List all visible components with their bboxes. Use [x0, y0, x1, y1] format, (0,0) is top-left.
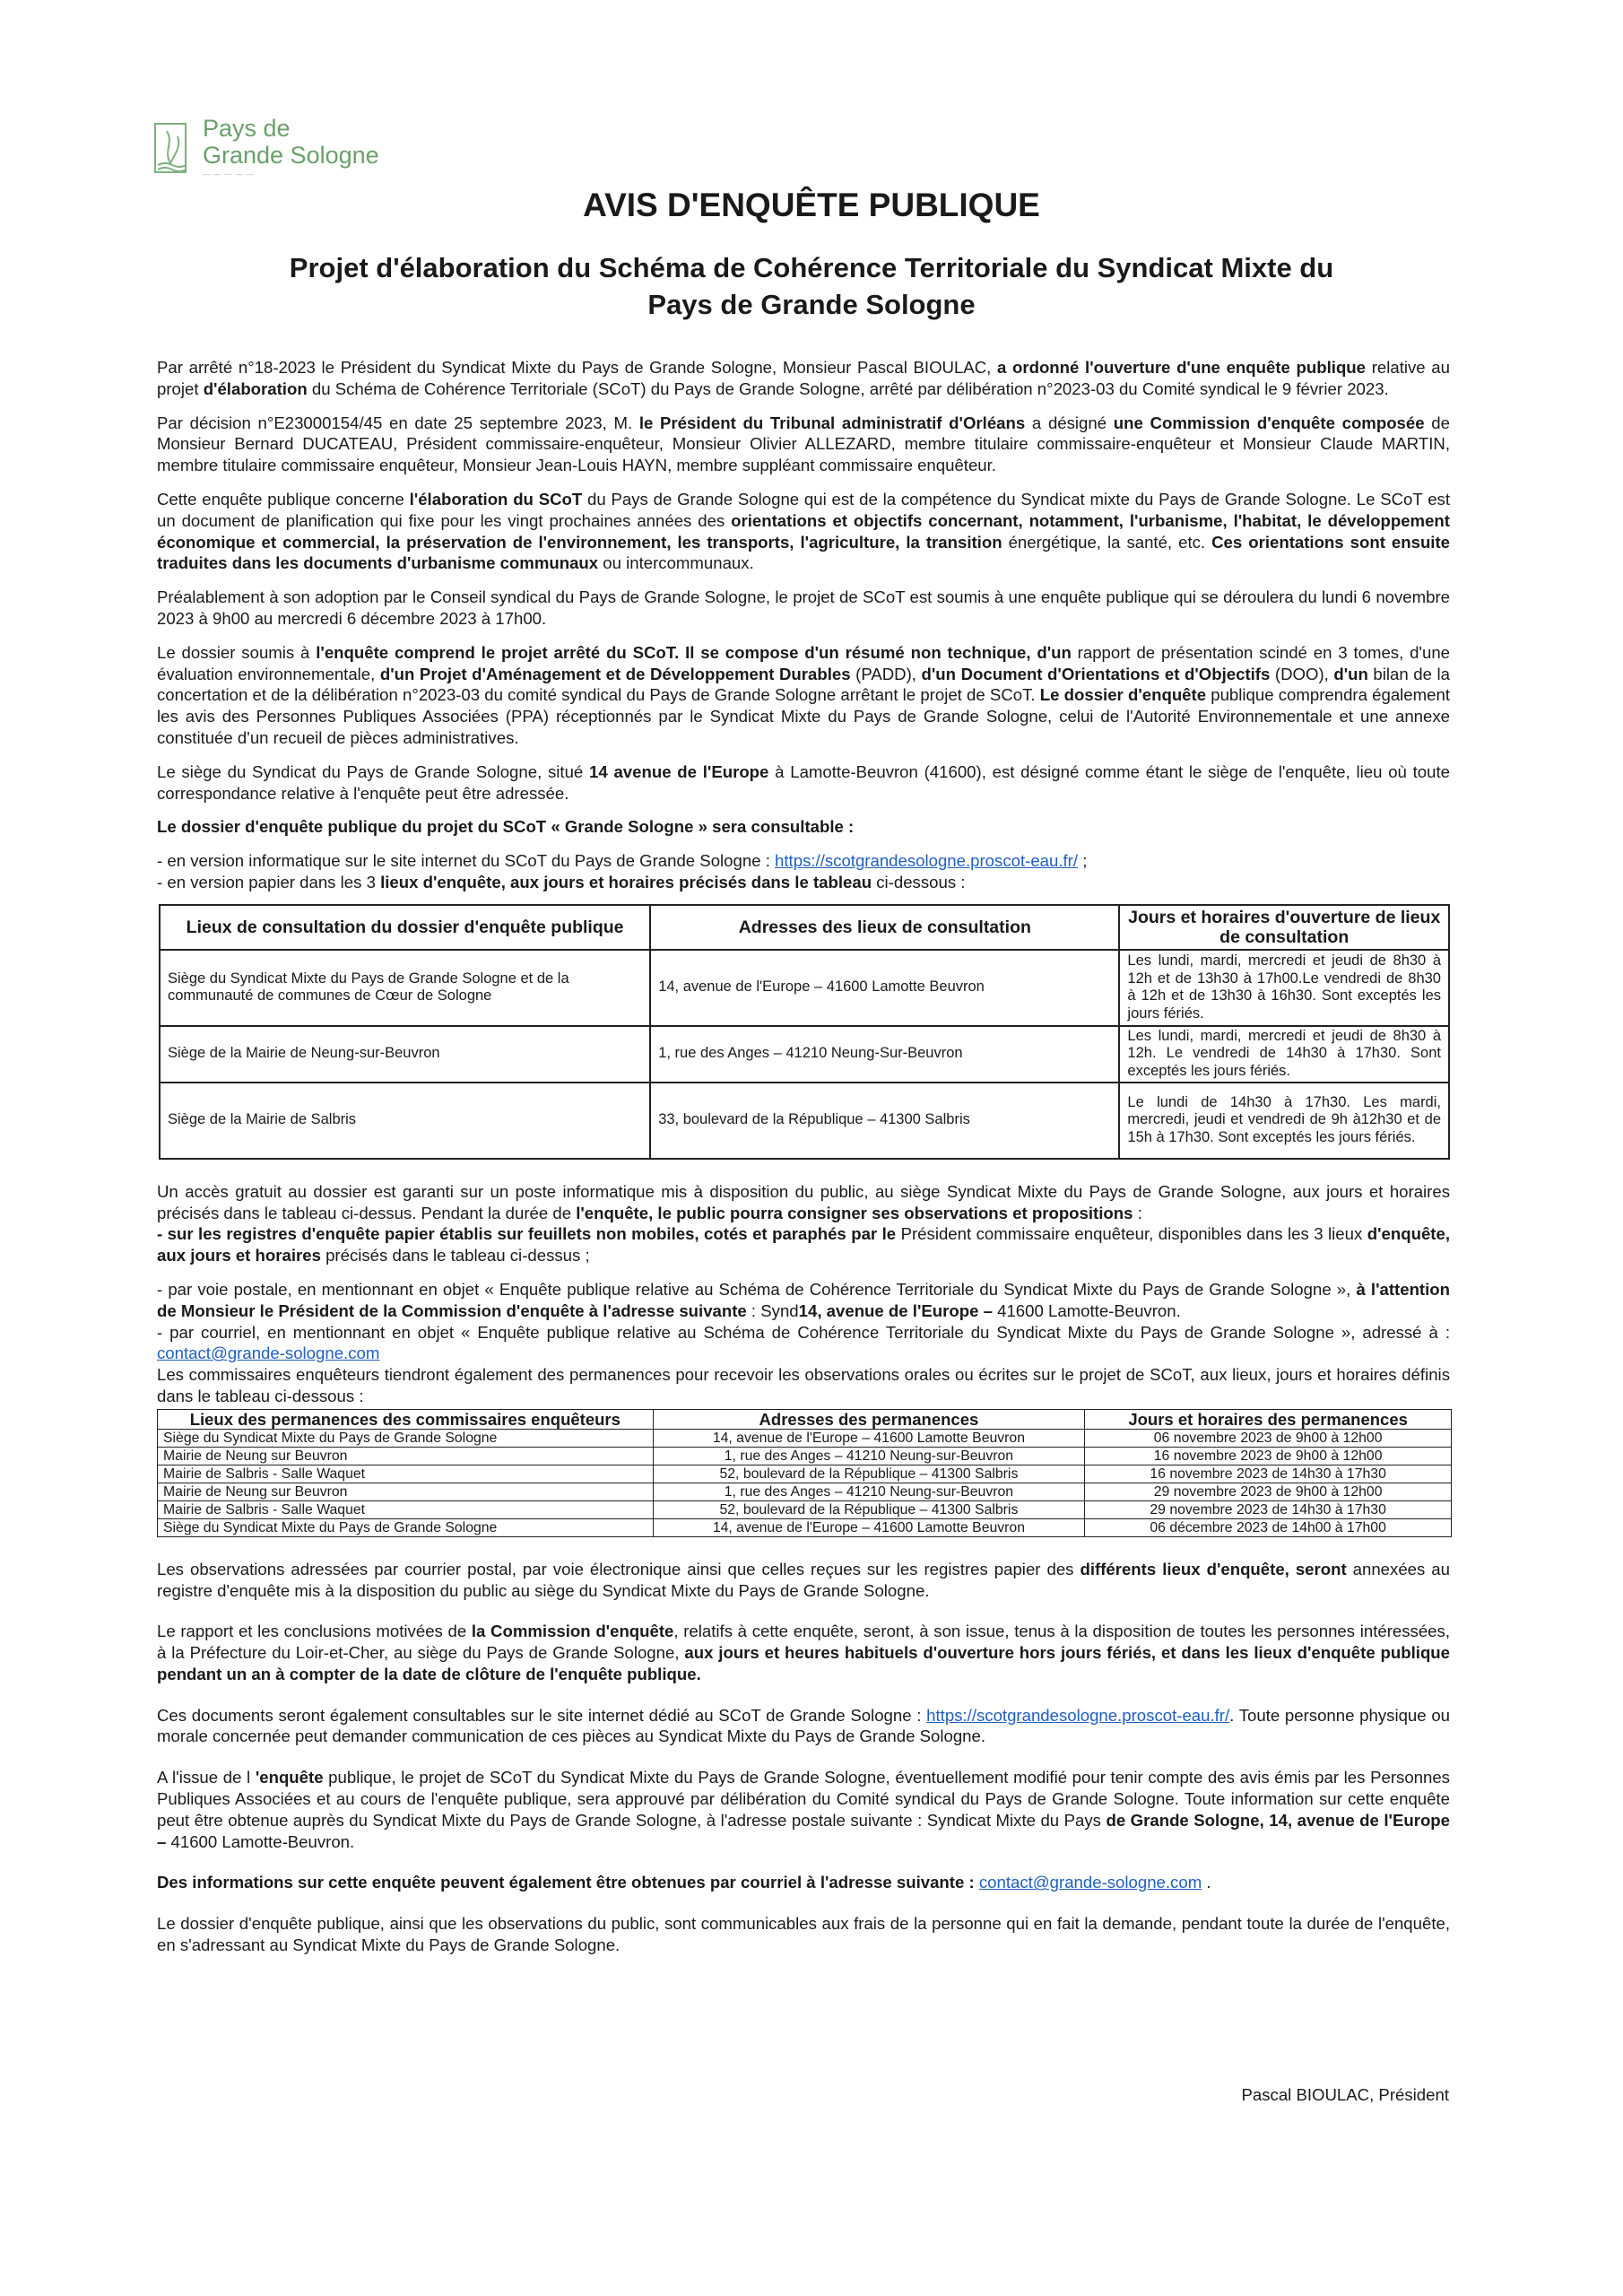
table-cell-hours: Les lundi, mardi, mercredi et jeudi de 8h30 à 12h et de 13h30 à 17h00.Le vendredi de 8h30 à 12h et de 13h30 à 16h30. Sont exceptés les jours fériés. [1119, 950, 1449, 1026]
paragraph-dates: Préalablement à son adoption par le Conseil syndical du Pays de Grande Sologne, le projet de SCoT est soumis à une enquête publique qui se déroulera du lundi 6 novembre 2023 à 9h00 au mercredi 6 décembre 2023 à 17h00. [157, 587, 1450, 628]
logo-tagline: — — — — — [203, 170, 255, 178]
paragraph-informations-courriel: Des informations sur cette enquête peuvent également être obtenues par courriel à l'adresse suivante : contact@grande-sologne.com . [157, 1873, 1211, 1892]
table-cell-address: 52, boulevard de la République – 41300 Salbris [653, 1500, 1085, 1518]
paragraph-consultable: Le dossier d'enquête publique du projet du SCoT « Grande Sologne » sera consultable : [157, 817, 855, 837]
paragraph-siege: Le siège du Syndicat du Pays de Grande Sologne, situé 14 avenue de l'Europe à Lamotte-Beuvron (41600), est désigné comme étant le siège de l'enquête, lieu où toute correspondance relative à l'enquête peut être adressée. [157, 761, 1450, 803]
logo [152, 115, 421, 187]
paragraph-permanences: Les commissaires enquêteurs tiendront également des permanences pour recevoir les observations orales ou écrites sur le projet de SCoT, aux lieux, jours et horaires définis dans le tableau ci-dessous : [157, 1365, 1450, 1405]
table-cell-address: 14, avenue de l'Europe – 41600 Lamotte Beuvron [653, 1518, 1085, 1536]
table-cell-place: Siège du Syndicat Mixte du Pays de Grande Sologne et de la communauté de communes de Cœur de Sologne [160, 950, 650, 1026]
page-subtitle: Projet d'élaboration du Schéma de Cohérence Territoriale du Syndicat Mixte du Pays de Grande Sologne [289, 252, 1334, 320]
scot-website-link[interactable]: https://scotgrandesologne.proscot-eau.fr/ [775, 851, 1079, 871]
table-cell-address: 14, avenue de l'Europe – 41600 Lamotte Beuvron [653, 1429, 1085, 1447]
paragraph-communicable: Le dossier d'enquête publique, ainsi que les observations du public, sont communicables aux frais de la personne qui en fait la demande, pendant toute la durée de l'enquête, en s'adressant au Syndicat Mixte du Pays de Grande Sologne. [157, 1914, 1450, 1955]
permanences-table [157, 1409, 1452, 1537]
table-cell-place: Mairie de Neung sur Beuvron [158, 1447, 654, 1465]
table-header: Adresses des permanences [653, 1409, 1085, 1429]
table-cell-address: 1, rue des Anges – 41210 Neung-sur-Beuvron [653, 1447, 1085, 1465]
table-cell-place: Siège de la Mairie de Neung-sur-Beuvron [160, 1026, 650, 1083]
paragraph-acces-gratuit: Un accès gratuit au dossier est garanti sur un poste informatique mis à disposition du public, au siège Syndicat Mixte du Pays de Grande Sologne, aux jours et horaires précisés dans le tableau ci-dessus. Pendant la durée de l'enquête, le public pourra consigner ses observations et propositions : [157, 1181, 1450, 1222]
paragraph-observations: Les observations adressées par courrier postal, par voie électronique ainsi que celles reçues sur les registres papier des différents lieux d'enquête, seront annexées au registre d'enquête mis à la disposition du public au siège du Syndicat Mixte du Pays de Grande Sologne. [157, 1559, 1450, 1600]
paragraph-voie-postale: - par voie postale, en mentionnant en objet « Enquête publique relative au Schéma de Cohérence Territoriale du Syndicat Mixte du Pays de Grande Sologne », à l'attention de Monsieur le Président de la Commission d'enquête à l'adresse suivante : Synd14, avenue de l'Europe – 41600 Lamotte-Beuvron. [157, 1279, 1451, 1320]
table-row [160, 1026, 1449, 1083]
table-header: Lieux des permanences des commissaires enquêteurs [158, 1409, 654, 1429]
paragraph-objet: Cette enquête publique concerne l'élaboration du SCoT du Pays de Grande Sologne qui est de la compétence du Syndicat mixte du Pays de Grande Sologne. Le SCoT est un document de planification qui fixe pour les vingt prochaines années des orientations et objectifs concernant, notamment, l'urbanisme, l'habitat, le développement économique et commercial, la préservation de l'environnement, les transports, l'agriculture, la transition énergétique, la santé, etc. Ces orientations sont ensuite traduites dans les documents d'urbanisme communaux ou intercommunaux. [157, 489, 1451, 573]
table-row [158, 1483, 1452, 1500]
paragraph-arrete: Par arrêté n°18-2023 le Président du Syndicat Mixte du Pays de Grande Sologne, Monsieur Pascal BIOULAC, a ordonné l'ouverture d'une enquête publique relative au projet d'élaboration du Schéma de Cohérence Territoriale (SCoT) du Pays de Grande Sologne, arrêté par délibération n°2023-03 du Comité syndical le 9 février 2023. [157, 358, 1450, 398]
contact-email-link[interactable]: contact@grande-sologne.com [157, 1344, 380, 1363]
paragraph-courriel: - par courriel, en mentionnant en objet « Enquête publique relative au Schéma de Cohérence Territoriale du Syndicat Mixte du Pays de Grande Sologne », adressé à : contact@grande-sologne.com [157, 1322, 1450, 1363]
table-cell-hours: Le lundi de 14h30 à 17h30. Les mardi, mercredi, jeudi et vendredi de 9h à12h30 et de 15h à 17h30. Sont exceptés les jours fériés. [1119, 1083, 1449, 1159]
table-row [160, 950, 1449, 1026]
signature: Pascal BIOULAC, Président [1241, 2085, 1449, 2104]
paragraph-rapport: Le rapport et les conclusions motivées de la Commission d'enquête, relatifs à cette enquête, seront, à son issue, tenus à la disposition de toutes les personnes intéressées, à la Préfecture du Loir-et-Cher, au siège du Pays de Grande Sologne, aux jours et heures habituels d'ouverture hors jours fériés, et dans les lieux d'enquête publique pendant un an à compter de la date de clôture de l'enquête publique. [157, 1622, 1451, 1683]
table-row [158, 1429, 1452, 1447]
table-cell-place: Siège du Syndicat Mixte du Pays de Grande Sologne [158, 1429, 654, 1447]
logo-line-2: Grande Sologne [203, 142, 379, 169]
table-header: Jours et horaires d'ouverture de lieux de consultation [1119, 905, 1449, 950]
logo-line-1: Pays de [203, 115, 291, 142]
table-header-row [160, 905, 1449, 950]
table-cell-place: Siège du Syndicat Mixte du Pays de Grande Sologne [158, 1518, 654, 1536]
contact-email-link[interactable]: contact@grande-sologne.com [978, 1873, 1202, 1892]
table-cell-place: Mairie de Salbris - Salle Waquet [158, 1465, 654, 1483]
grande-sologne-logo-icon [154, 120, 188, 178]
table-cell-address: 33, boulevard de la République – 41300 Salbris [650, 1083, 1119, 1159]
table-row [158, 1447, 1452, 1465]
paragraph-registres: - sur les registres d'enquête papier établis sur feuillets non mobiles, cotés et paraphés par le Président commissaire enquêteur, disponibles dans les 3 lieux d'enquête, aux jours et horaires précisés dans le tableau ci-dessus ; [157, 1224, 1450, 1265]
table-row [158, 1500, 1452, 1518]
table-cell-place: Mairie de Salbris - Salle Waquet [158, 1500, 654, 1518]
scot-website-link[interactable]: https://scotgrandesologne.proscot-eau.fr/ [926, 1705, 1230, 1725]
paragraph-decision: Par décision n°E23000154/45 en date 25 septembre 2023, M. le Président du Tribunal administratif d'Orléans a désigné une Commission d'enquête composée de Monsieur Bernard DUCATEAU, Président commissaire-enquêteur, Monsieur Olivier ALLEZARD, membre titulaire commissaire-enquêteur et Monsieur Claude MARTIN, membre titulaire commissaire enquêteur, Monsieur Jean-Louis HAYN, membre suppléant commissaire enquêteur. [157, 413, 1450, 475]
paragraph-dossier: Le dossier soumis à l'enquête comprend le projet arrêté du SCoT. Il se compose d'un résumé non technique, d'un rapport de présentation scindé en 3 tomes, d'une évaluation environnementale, d'un Projet d'Aménagement et de Développement Durables (PADD), d'un Document d'Orientations et d'Objectifs (DOO), d'un bilan de la concertation et de la délibération n°2023-03 du comité syndical du Pays de Grande Sologne arrêtant le projet de SCoT. Le dossier d'enquête publique comprendra également les avis des Personnes Publiques Associées (PPA) réceptionnés par le Syndicat Mixte du Pays de Grande Sologne, celui de l'Autorité Environnementale et une annexe constituée d'un recueil de pièces administratives. [157, 642, 1451, 747]
table-cell-date: 16 novembre 2023 de 9h00 à 12h00 [1085, 1447, 1452, 1465]
table-cell-date: 16 novembre 2023 de 14h30 à 17h30 [1085, 1465, 1452, 1483]
table-header: Lieux de consultation du dossier d'enquête publique [160, 905, 650, 950]
paragraph-issue-enquete: A l'issue de l 'enquête publique, le projet de SCoT du Syndicat Mixte du Pays de Grande Sologne, éventuellement modifié pour tenir compte des avis émis par les Personnes Publiques Associées et au cours de l'enquête publique, sera approuvé par délibération du Comité syndical du Pays de Grande Sologne. Toute information sur cette enquête peut être obtenue auprès du Syndicat Mixte du Pays de Grande Sologne, à l'adresse postale suivante : Syndicat Mixte du Pays de Grande Sologne, 14, avenue de l'Europe – 41600 Lamotte-Beuvron. [157, 1768, 1451, 1851]
table-cell-address: 52, boulevard de la République – 41300 Salbris [653, 1465, 1085, 1483]
table-cell-date: 06 novembre 2023 de 9h00 à 12h00 [1085, 1429, 1452, 1447]
paragraph-documents-consultables: Ces documents seront également consultables sur le site internet dédié au SCoT de Grande Sologne : https://scotgrandesologne.proscot-eau.fr/. Toute personne physique ou morale concernée peut demander communication de ces pièces au Syndicat Mixte du Pays de Grande Sologne. [157, 1705, 1451, 1746]
table-cell-place: Siège de la Mairie de Salbris [160, 1083, 650, 1159]
table-cell-address: 14, avenue de l'Europe – 41600 Lamotte Beuvron [650, 950, 1119, 1026]
table-row [160, 1083, 1449, 1159]
table-header-row [158, 1409, 1452, 1429]
table-row [158, 1465, 1452, 1483]
table-cell-hours: Les lundi, mardi, mercredi et jeudi de 8h30 à 12h. Le vendredi de 14h30 à 17h30. Sont exceptés les jours fériés. [1119, 1026, 1449, 1083]
consultation-places-table [159, 904, 1450, 1160]
table-cell-date: 29 novembre 2023 de 9h00 à 12h00 [1085, 1483, 1452, 1500]
table-cell-date: 29 novembre 2023 de 14h30 à 17h30 [1085, 1500, 1452, 1518]
table-cell-address: 1, rue des Anges – 41210 Neung-sur-Beuvron [653, 1483, 1085, 1500]
notice-body [157, 357, 1450, 1969]
table-row [158, 1518, 1452, 1536]
table-cell-place: Mairie de Neung sur Beuvron [158, 1483, 654, 1500]
page-title: AVIS D'ENQUÊTE PUBLIQUE [583, 187, 1040, 223]
table-cell-date: 06 décembre 2023 de 14h00 à 17h00 [1085, 1518, 1452, 1536]
table-header: Jours et horaires des permanences [1085, 1409, 1452, 1429]
paragraph-version-papier: - en version papier dans les 3 lieux d'enquête, aux jours et horaires précisés dans le tableau ci-dessous : [157, 872, 966, 891]
table-cell-address: 1, rue des Anges – 41210 Neung-Sur-Beuvron [650, 1026, 1119, 1083]
table-header: Adresses des lieux de consultation [650, 905, 1119, 950]
paragraph-version-informatique: - en version informatique sur le site internet du SCoT du Pays de Grande Sologne : https://scotgrandesologne.proscot-eau.fr/ ; [157, 851, 1088, 871]
